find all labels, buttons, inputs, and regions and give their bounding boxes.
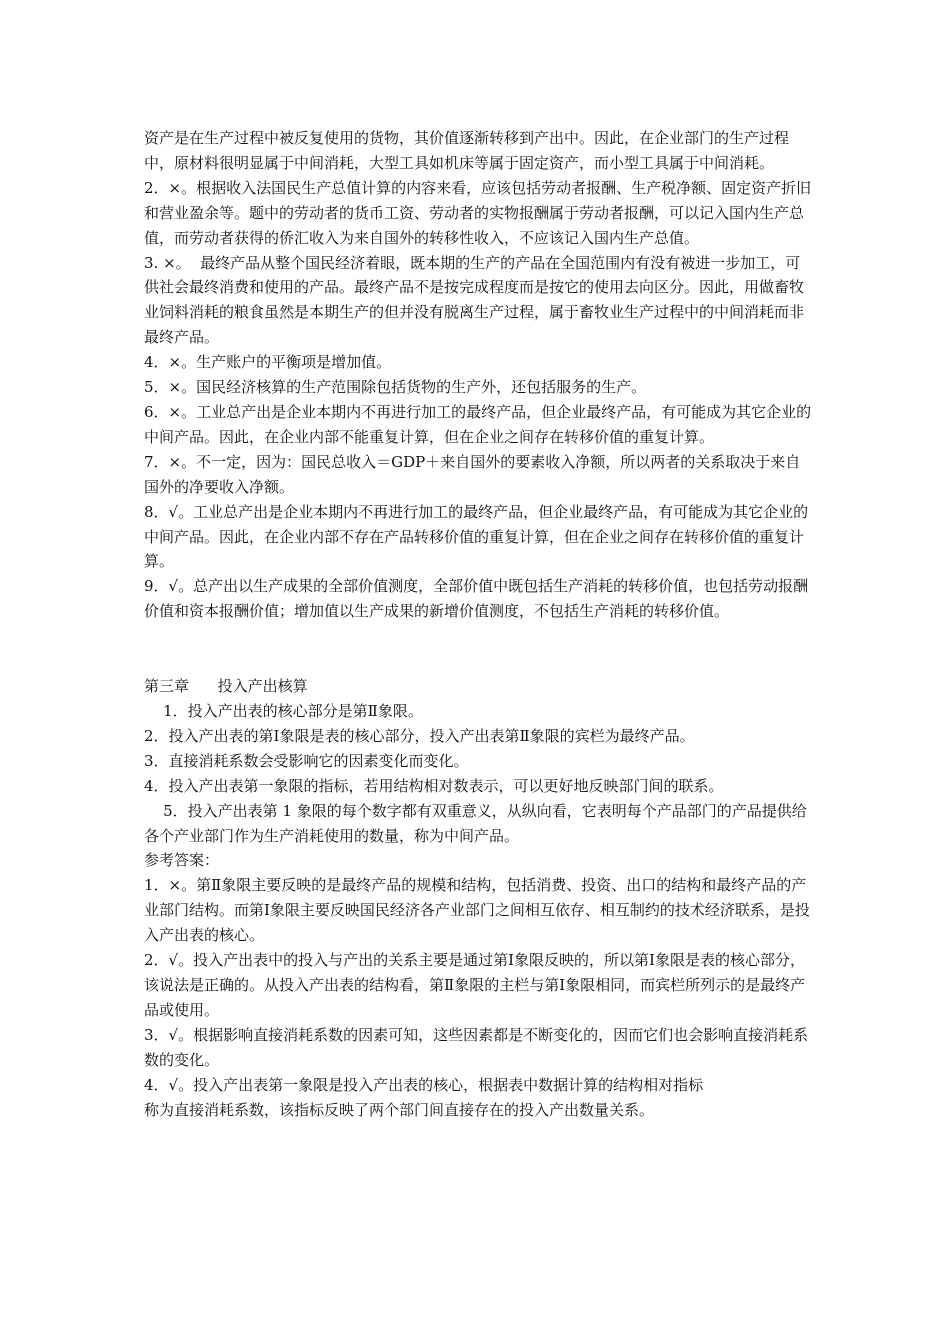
- chapter-title: 第三章 投入产出核算: [144, 677, 308, 696]
- answer-item: 4．×。生产账户的平衡项是增加值。: [144, 353, 392, 372]
- question-item: 1．投入产出表的核心部分是第Ⅱ象限。: [144, 702, 423, 721]
- answers-heading: 参考答案：: [144, 851, 220, 870]
- answer-item: 2．×。根据收入法国民生产总值计算的内容来看，应该包括劳动者报酬、生产税净额、固定资产折旧和营业盈余等。题中的劳动者的货币工资、劳动者的实物报酬属于劳动者报酬，可以记入国内生产总值，而劳动者获得的侨汇收入为来自国外的转移性收入，不应该记入国内生产总值。: [144, 178, 812, 247]
- document-body: [144, 126, 814, 1122]
- answer-item: 4．√。投入产出表第一象限是投入产出表的核心，根据表中数据计算的结构相对指标 称为直接消耗系数，该指标反映了两个部门间直接存在的投入产出数量关系。: [144, 1075, 704, 1119]
- answer-item: 7．×。不一定，因为：国民总收入＝GDP＋来自国外的要素收入净额，所以两者的关系取决于来自国外的净要收入净额。: [144, 452, 801, 496]
- answer-item: 3．√。根据影响直接消耗系数的因素可知，这些因素都是不断变化的，因而它们也会影响直接消耗系数的变化。: [144, 1025, 809, 1069]
- question-item: 4．投入产出表第一象限的指标，若用结构相对数表示，可以更好地反映部门间的联系。: [144, 776, 724, 795]
- answer-item: 6．×。工业总产出是企业本期内不再进行加工的最终产品，但企业最终产品，有可能成为其它企业的中间产品。因此，在企业内部不能重复计算，但在企业之间存在转移价值的重复计算。: [144, 402, 812, 446]
- answer-item: 3. ×。 最终产品从整个国民经济着眼，既本期的生产的产品在全国范围内有没有被进一步加工，可供社会最终消费和使用的产品。最终产品不是按完成程度而是按它的使用去向区分。因此，用做畜牧业饲料消耗的粮食虽然是本期生产的但并没有脱离生产过程，属于畜牧业生产过程中的中间消耗而非最终产品。: [144, 253, 805, 347]
- question-item: 2．投入产出表的第Ⅰ象限是表的核心部分，投入产出表第Ⅱ象限的宾栏为最终产品。: [144, 726, 695, 745]
- paragraph: 资产是在生产过程中被反复使用的货物，其价值逐渐转移到产出中。因此，在企业部门的生产过程中，原材料很明显属于中间消耗，大型工具如机床等属于固定资产，而小型工具属于中间消耗。: [144, 129, 790, 172]
- question-item: 5．投入产出表第 1 象限的每个数字都有双重意义，从纵向看，它表明每个产品部门的产品提供给各个产业部门作为生产消耗使用的数量，称为中间产品。: [144, 801, 807, 845]
- answer-item: 9．√。总产出以生产成果的全部价值测度，全部价值中既包括生产消耗的转移价值，也包括劳动报酬价值和资本报酬价值；增加值以生产成果的新增价值测度，不包括生产消耗的转移价值。: [144, 577, 809, 621]
- answer-item: 8．√。工业总产出是企业本期内不再进行加工的最终产品，但企业最终产品，有可能成为其它企业的中间产品。因此，在企业内部不存在产品转移价值的重复计算，但在企业之间存在转移价值的重复计算。: [144, 502, 809, 571]
- answer-item: 5．×。国民经济核算的生产范围除包括货物的生产外，还包括服务的生产。: [144, 378, 647, 397]
- answer-item: 2．√。投入产出表中的投入与产出的关系主要是通过第Ⅰ象限反映的，所以第Ⅰ象限是表的核心部分，该说法是正确的。从投入产出表的结构看，第Ⅱ象限的主栏与第Ⅰ象限相同，而宾栏所列示的是最终产品或使用。: [144, 951, 806, 1019]
- blank-spacer: [144, 624, 814, 674]
- question-item: 3．直接消耗系数会受影响它的因素变化而变化。: [144, 751, 469, 770]
- answer-item: 1．×。第Ⅱ象限主要反映的是最终产品的规模和结构，包括消费、投资、出口的结构和最终产品的产业部门结构。而第Ⅰ象限主要反映国民经济各产业部门之间相互依存、相互制约的技术经济联系，是投入产出表的核心。: [144, 876, 810, 945]
